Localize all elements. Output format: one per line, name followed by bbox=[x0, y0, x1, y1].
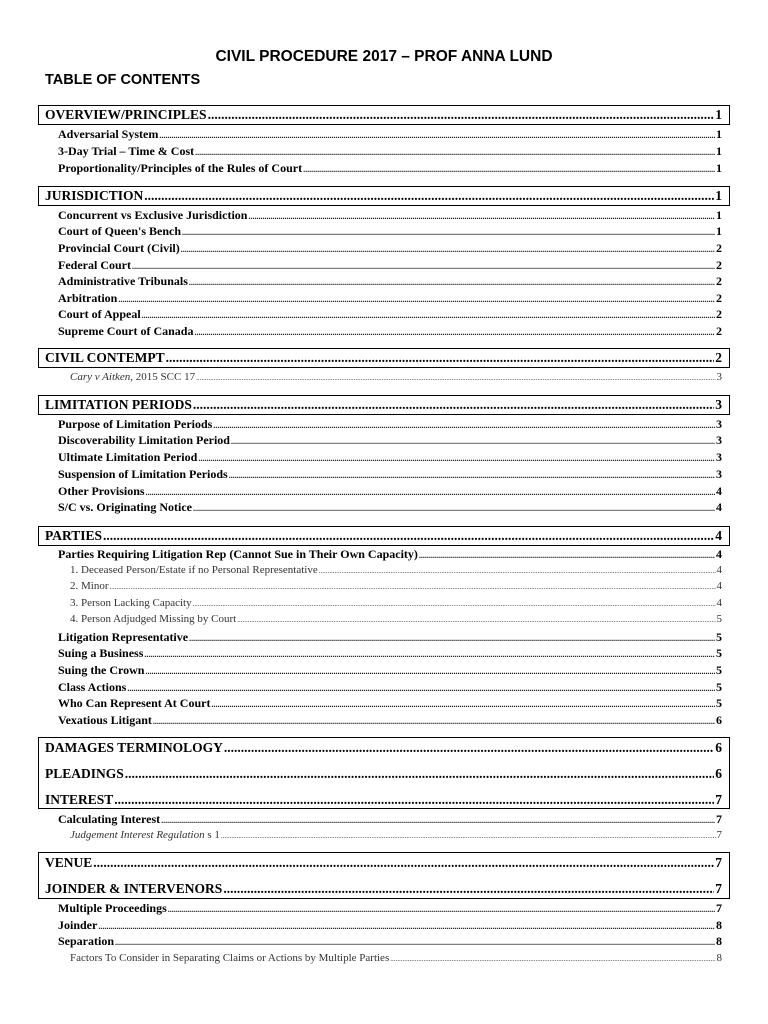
toc-entry[interactable] bbox=[58, 127, 722, 143]
entry-label: Supreme Court of Canada bbox=[58, 324, 194, 338]
case-name: Cary v Aitken bbox=[70, 371, 131, 383]
toc-section-interest[interactable] bbox=[45, 792, 722, 810]
page-number: 2 bbox=[716, 258, 722, 272]
page-number: 3 bbox=[716, 450, 722, 464]
dot-leader bbox=[193, 397, 714, 413]
entry-label: Discoverability Limitation Period bbox=[58, 433, 230, 447]
page-number: 4 bbox=[716, 597, 722, 609]
dot-leader bbox=[223, 881, 714, 897]
entry-label: Federal Court bbox=[58, 258, 131, 272]
page-number: 1 bbox=[716, 161, 722, 175]
dot-leader bbox=[182, 224, 715, 239]
entry-label: Parties Requiring Litigation Rep (Cannot Sue in Their Own Capacity) bbox=[58, 547, 418, 561]
page-number: 1 bbox=[716, 144, 722, 158]
entry-label: Purpose of Limitation Periods bbox=[58, 417, 213, 431]
entry-label: Concurrent vs Exclusive Jurisdiction bbox=[58, 208, 248, 222]
entry-label: 2. Minor bbox=[70, 580, 109, 592]
case-citation: , 2015 SCC 17 bbox=[130, 371, 196, 383]
entry-label: Arbitration bbox=[58, 291, 118, 305]
page-number: 2 bbox=[716, 241, 722, 255]
toc-subentry[interactable] bbox=[70, 952, 722, 967]
dot-leader bbox=[144, 188, 714, 204]
toc-entry[interactable] bbox=[58, 433, 722, 449]
entry-label: Court of Appeal bbox=[58, 307, 141, 321]
toc-entry[interactable] bbox=[58, 713, 722, 729]
page-number: 7 bbox=[716, 812, 722, 826]
toc-section-overview[interactable] bbox=[45, 107, 722, 125]
dot-leader bbox=[224, 740, 714, 756]
page-number: 2 bbox=[716, 274, 722, 288]
dot-leader bbox=[189, 274, 715, 289]
page-number: 7 bbox=[716, 829, 722, 841]
toc-entry[interactable] bbox=[58, 934, 722, 950]
toc-entry[interactable] bbox=[58, 161, 722, 177]
dot-leader bbox=[93, 855, 714, 871]
dot-leader bbox=[229, 467, 715, 482]
page-number: 7 bbox=[716, 901, 722, 915]
page-number: 1 bbox=[716, 208, 722, 222]
page-number: 4 bbox=[716, 500, 722, 514]
dot-leader bbox=[181, 241, 715, 256]
toc-entry[interactable] bbox=[58, 241, 722, 257]
dot-leader bbox=[213, 417, 715, 432]
toc-entry[interactable] bbox=[58, 500, 722, 516]
page-number: 3 bbox=[716, 371, 722, 383]
dot-leader bbox=[98, 918, 715, 933]
entry-label: Provincial Court (Civil) bbox=[58, 241, 180, 255]
toc-entry[interactable] bbox=[58, 291, 722, 307]
toc-entry[interactable] bbox=[58, 324, 722, 340]
dot-leader bbox=[166, 350, 715, 366]
dot-leader bbox=[142, 307, 715, 322]
entry-label: Vexatious Litigant bbox=[58, 713, 152, 727]
section-title: JOINDER & INTERVENORS bbox=[45, 881, 223, 896]
dot-leader bbox=[132, 258, 715, 273]
dot-leader bbox=[221, 829, 716, 841]
dot-leader bbox=[303, 161, 715, 176]
dot-leader bbox=[196, 371, 715, 383]
entry-label: Suspension of Limitation Periods bbox=[58, 467, 228, 481]
toc-entry[interactable] bbox=[58, 646, 722, 662]
page-number: 2 bbox=[716, 291, 722, 305]
toc-entry[interactable] bbox=[58, 812, 722, 828]
entry-label: 4. Person Adjudged Missing by Court bbox=[70, 613, 237, 625]
entry-label: Litigation Representative bbox=[58, 630, 189, 644]
toc-entry[interactable] bbox=[58, 274, 722, 290]
document-title: CIVIL PROCEDURE 2017 – PROF ANNA LUND bbox=[215, 48, 553, 65]
entry-label: Ultimate Limitation Period bbox=[58, 450, 198, 464]
dot-leader bbox=[161, 812, 715, 827]
entry-label bbox=[70, 829, 220, 841]
toc-heading: TABLE OF CONTENTS bbox=[45, 72, 201, 88]
section-title: JURISDICTION bbox=[45, 188, 144, 203]
dot-leader bbox=[168, 901, 715, 916]
dot-leader bbox=[193, 500, 715, 515]
entry-label: Calculating Interest bbox=[58, 812, 161, 826]
entry-label: Factors To Consider in Separating Claims or Actions by Multiple Parties bbox=[70, 952, 390, 964]
toc-section-limitation-periods[interactable] bbox=[45, 397, 722, 415]
dot-leader bbox=[390, 952, 715, 964]
entry-label: Class Actions bbox=[58, 680, 127, 694]
regulation-name: Judgement Interest Regulation bbox=[70, 829, 205, 841]
toc-entry-regulation[interactable] bbox=[70, 829, 722, 844]
toc-entry[interactable] bbox=[58, 417, 722, 433]
page-number: 4 bbox=[715, 528, 722, 543]
toc-entry[interactable] bbox=[58, 307, 722, 323]
page-number: 2 bbox=[716, 324, 722, 338]
page-number: 4 bbox=[716, 580, 722, 592]
entry-label: 1. Deceased Person/Estate if no Personal Representative bbox=[70, 564, 318, 576]
entry-label: Joinder bbox=[58, 918, 98, 932]
toc-section-damages-terminology[interactable] bbox=[45, 740, 722, 758]
page-number: 1 bbox=[715, 188, 722, 203]
section-title: PARTIES bbox=[45, 528, 103, 543]
dot-leader bbox=[319, 564, 716, 576]
dot-leader bbox=[153, 713, 715, 728]
dot-leader bbox=[115, 934, 715, 949]
toc-subentry[interactable] bbox=[70, 564, 722, 579]
dot-leader bbox=[248, 208, 715, 223]
toc-section-joinder-intervenors[interactable] bbox=[45, 881, 722, 899]
toc-section-pleadings[interactable] bbox=[45, 766, 722, 784]
dot-leader bbox=[127, 680, 715, 695]
entry-label: Multiple Proceedings bbox=[58, 901, 167, 915]
page-number: 6 bbox=[716, 713, 722, 727]
dot-leader bbox=[125, 766, 714, 782]
dot-leader bbox=[419, 547, 715, 562]
toc-entry[interactable] bbox=[58, 918, 722, 934]
page-number: 2 bbox=[716, 307, 722, 321]
page-number: 4 bbox=[716, 484, 722, 498]
entry-label: 3. Person Lacking Capacity bbox=[70, 597, 192, 609]
page-number: 5 bbox=[716, 613, 722, 625]
toc-entry[interactable] bbox=[58, 547, 722, 563]
section-title: VENUE bbox=[45, 855, 93, 870]
dot-leader bbox=[193, 597, 716, 609]
entry-label: Other Provisions bbox=[58, 484, 145, 498]
toc-entry-case[interactable] bbox=[70, 371, 722, 386]
toc-entry[interactable] bbox=[58, 467, 722, 483]
dot-leader bbox=[114, 792, 714, 808]
entry-label: Separation bbox=[58, 934, 115, 948]
dot-leader bbox=[146, 484, 715, 499]
toc-entry[interactable] bbox=[58, 208, 722, 224]
page-number: 4 bbox=[716, 547, 722, 561]
toc-entry[interactable] bbox=[58, 663, 722, 679]
dot-leader bbox=[144, 646, 715, 661]
dot-leader bbox=[110, 580, 716, 592]
page-number: 3 bbox=[716, 467, 722, 481]
page-number: 3 bbox=[716, 433, 722, 447]
section-title: INTEREST bbox=[45, 792, 114, 807]
page-number: 6 bbox=[715, 740, 722, 755]
section-title: CIVIL CONTEMPT bbox=[45, 350, 165, 365]
page-number: 5 bbox=[716, 680, 722, 694]
dot-leader bbox=[118, 291, 715, 306]
page-number: 8 bbox=[716, 952, 722, 964]
section-title: DAMAGES TERMINOLOGY bbox=[45, 740, 223, 755]
page-number: 7 bbox=[715, 792, 722, 807]
toc-entry[interactable] bbox=[58, 450, 722, 466]
toc-entry[interactable] bbox=[58, 680, 722, 696]
toc-entry[interactable] bbox=[58, 258, 722, 274]
toc-section-parties[interactable] bbox=[45, 528, 722, 546]
entry-label: Suing the Crown bbox=[58, 663, 145, 677]
page-number: 8 bbox=[716, 918, 722, 932]
page-number: 6 bbox=[715, 766, 722, 781]
dot-leader bbox=[237, 613, 715, 625]
toc-subentry[interactable] bbox=[70, 597, 722, 612]
section-title: OVERVIEW/PRINCIPLES bbox=[45, 107, 207, 122]
toc-entry[interactable] bbox=[58, 484, 722, 500]
toc-subentry[interactable] bbox=[70, 613, 722, 628]
toc-entry[interactable] bbox=[58, 901, 722, 917]
page-number: 7 bbox=[715, 881, 722, 896]
toc-entry[interactable] bbox=[58, 696, 722, 712]
toc-entry[interactable] bbox=[58, 630, 722, 646]
entry-label bbox=[70, 371, 195, 383]
page-number: 1 bbox=[716, 224, 722, 238]
entry-label: Administrative Tribunals bbox=[58, 274, 188, 288]
page-number: 1 bbox=[715, 107, 722, 122]
dot-leader bbox=[194, 324, 715, 339]
toc-entry[interactable] bbox=[58, 224, 722, 240]
page-number: 5 bbox=[716, 663, 722, 677]
page-number: 8 bbox=[716, 934, 722, 948]
dot-leader bbox=[211, 696, 715, 711]
entry-label: Suing a Business bbox=[58, 646, 144, 660]
dot-leader bbox=[103, 528, 714, 544]
page-number: 2 bbox=[715, 350, 722, 365]
dot-leader bbox=[159, 127, 715, 142]
section-title: LIMITATION PERIODS bbox=[45, 397, 192, 412]
dot-leader bbox=[189, 630, 715, 645]
entry-label: Court of Queen's Bench bbox=[58, 224, 181, 238]
toc-section-venue[interactable] bbox=[45, 855, 722, 873]
page-number: 5 bbox=[716, 696, 722, 710]
regulation-section: s 1 bbox=[204, 829, 220, 841]
toc-entry[interactable] bbox=[58, 144, 722, 160]
dot-leader bbox=[231, 433, 715, 448]
toc-subentry[interactable] bbox=[70, 580, 722, 595]
entry-label: Proportionality/Principles of the Rules of Court bbox=[58, 161, 303, 175]
dot-leader bbox=[208, 107, 715, 123]
page-number: 5 bbox=[716, 646, 722, 660]
page-number: 3 bbox=[715, 397, 722, 412]
toc-section-jurisdiction[interactable] bbox=[45, 188, 722, 206]
page-number: 1 bbox=[716, 127, 722, 141]
toc-section-civil-contempt[interactable] bbox=[45, 350, 722, 368]
page-number: 7 bbox=[715, 855, 722, 870]
dot-leader bbox=[195, 144, 715, 159]
page-number: 4 bbox=[716, 564, 722, 576]
dot-leader bbox=[198, 450, 715, 465]
entry-label: 3-Day Trial – Time & Cost bbox=[58, 144, 195, 158]
entry-label: Who Can Represent At Court bbox=[58, 696, 211, 710]
page-number: 3 bbox=[716, 417, 722, 431]
section-title: PLEADINGS bbox=[45, 766, 124, 781]
entry-label: S/C vs. Originating Notice bbox=[58, 500, 192, 514]
dot-leader bbox=[145, 663, 715, 678]
entry-label: Adversarial System bbox=[58, 127, 159, 141]
page-number: 5 bbox=[716, 630, 722, 644]
